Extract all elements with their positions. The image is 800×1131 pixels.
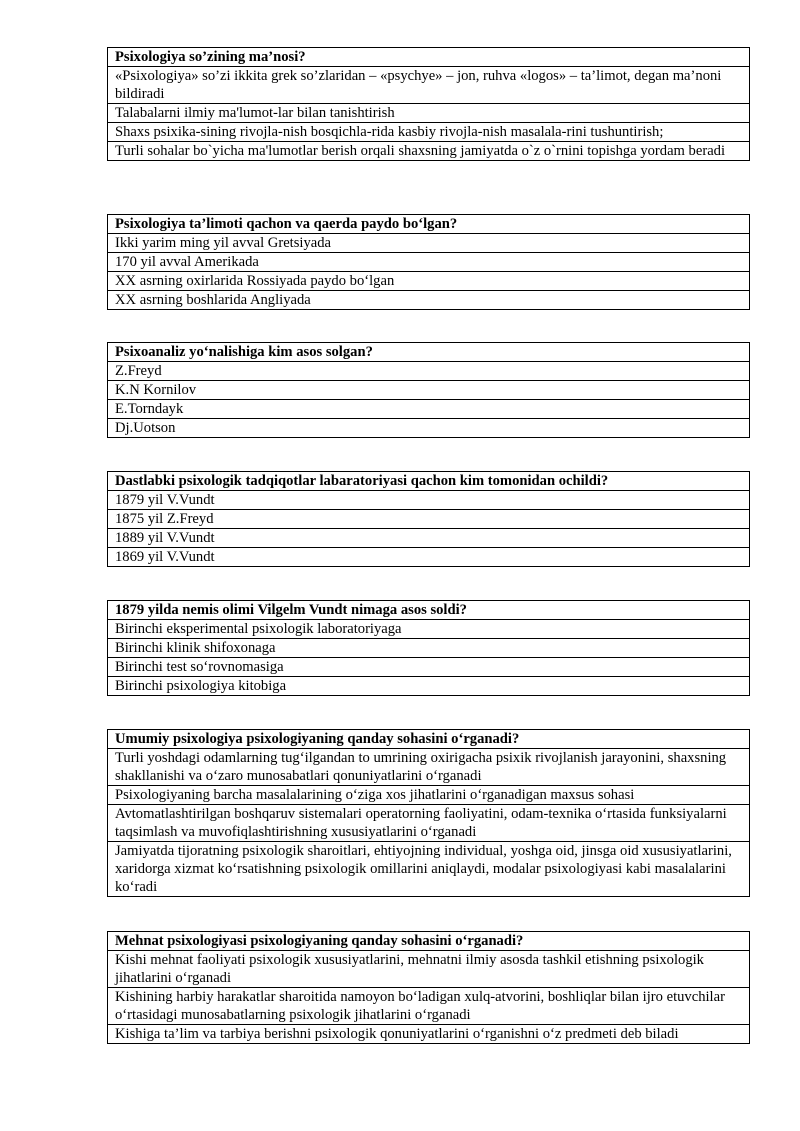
answer-row (108, 491, 750, 510)
question-row (108, 343, 750, 362)
answer-row (108, 1025, 750, 1044)
question-text: 1879 yilda nemis olimi Vilgelm Vundt nimaga asos soldi? (108, 601, 750, 620)
answer-text: 1879 yil V.Vundt (108, 491, 750, 510)
answer-text: Kishiga ta’lim va tarbiya berishni psixologik qonuniyatlarini o‘rganishni o‘z predmeti deb biladi (108, 1025, 750, 1044)
answer-row (108, 362, 750, 381)
answer-text: Birinchi test so‘rovnomasiga (108, 658, 750, 677)
answer-row (108, 677, 750, 696)
answer-row (108, 529, 750, 548)
answer-text: 170 yil avval Amerikada (108, 253, 750, 272)
question-row (108, 472, 750, 491)
answer-row (108, 234, 750, 253)
question-row (108, 601, 750, 620)
answer-row (108, 658, 750, 677)
answer-text: Turli sohalar bo`yicha ma'lumotlar berish orqali shaxsning jamiyatda o`z o`rnini topishga yordam beradi (108, 142, 750, 161)
question-table (107, 600, 750, 696)
question-table (107, 471, 750, 567)
answer-text: Dj.Uotson (108, 419, 750, 438)
question-text: Psixologiya so’zining ma’nosi? (108, 48, 750, 67)
answer-row (108, 620, 750, 639)
answer-text: Ikki yarim ming yil avval Gretsiyada (108, 234, 750, 253)
answer-text: Psixologiyaning barcha masalalarining o‘ziga xos jihatlarini o‘rganadigan maxsus sohasi (108, 786, 750, 805)
answer-row (108, 253, 750, 272)
question-table (107, 214, 750, 310)
answer-text: XX asrning boshlarida Angliyada (108, 291, 750, 310)
answer-text: Kishi mehnat faoliyati psixologik xususiyatlarini, mehnatni ilmiy asosda tashkil etishning psixologik jihatlarini o‘rganadi (108, 951, 750, 988)
answer-text: Z.Freyd (108, 362, 750, 381)
answer-text: E.Torndayk (108, 400, 750, 419)
answer-row (108, 805, 750, 842)
answer-text: 1869 yil V.Vundt (108, 548, 750, 567)
answer-row (108, 419, 750, 438)
answer-row (108, 123, 750, 142)
answer-row (108, 67, 750, 104)
answer-text: Birinchi psixologiya kitobiga (108, 677, 750, 696)
answer-row (108, 786, 750, 805)
answer-row (108, 142, 750, 161)
question-table (107, 931, 750, 1044)
answer-row (108, 104, 750, 123)
answer-text: Talabalarni ilmiy ma'lumot-lar bilan tanishtirish (108, 104, 750, 123)
answer-row (108, 400, 750, 419)
answer-text: «Psixologiya» so’zi ikkita grek so’zlaridan – «psychye» – jon, ruhva «logos» – ta’limot, degan ma’noni bildiradi (108, 67, 750, 104)
answer-text: 1889 yil V.Vundt (108, 529, 750, 548)
answer-text: 1875 yil Z.Freyd (108, 510, 750, 529)
question-text: Mehnat psixologiyasi psixologiyaning qanday sohasini o‘rganadi? (108, 932, 750, 951)
answer-text: Birinchi eksperimental psixologik laboratoriyaga (108, 620, 750, 639)
answer-row (108, 951, 750, 988)
answer-row (108, 510, 750, 529)
question-table (107, 342, 750, 438)
answer-row (108, 291, 750, 310)
answer-text: Kishining harbiy harakatlar sharoitida namoyon bo‘ladigan xulq-atvorini, boshliqlar bilan ijro etuvchilar o‘rtasidagi munosabatlarning psixologik jihatlarini o‘rganadi (108, 988, 750, 1025)
answer-text: K.N Kornilov (108, 381, 750, 400)
answer-text: Birinchi klinik shifoxonaga (108, 639, 750, 658)
question-table (107, 47, 750, 161)
answer-row (108, 548, 750, 567)
question-table (107, 729, 750, 897)
question-text: Psixologiya ta’limoti qachon va qaerda paydo bo‘lgan? (108, 215, 750, 234)
question-row (108, 730, 750, 749)
answer-row (108, 639, 750, 658)
question-row (108, 215, 750, 234)
answer-row (108, 381, 750, 400)
answer-row (108, 272, 750, 291)
answer-text: Avtomatlashtirilgan boshqaruv sistemalari operatorning faoliyatini, odam-texnika o‘rtasida funksiyalarni taqsimlash va muvofiqlashtirishning xususiyatlarini o‘rganadi (108, 805, 750, 842)
answer-text: Turli yoshdagi odamlarning tug‘ilgandan to umrining oxirigacha psixik rivojlanish jarayonini, shaxsning shakllanishi va o‘zaro munosabatlari qonuniyatlarini o‘rganadi (108, 749, 750, 786)
question-text: Umumiy psixologiya psixologiyaning qanday sohasini o‘rganadi? (108, 730, 750, 749)
answer-row (108, 988, 750, 1025)
question-row (108, 48, 750, 67)
answer-row (108, 749, 750, 786)
answer-row (108, 842, 750, 897)
question-row (108, 932, 750, 951)
answer-text: XX asrning oxirlarida Rossiyada paydo bo‘lgan (108, 272, 750, 291)
answer-text: Shaxs psixika-sining rivojla-nish bosqichla-rida kasbiy rivojla-nish masalala-rini tushuntirish; (108, 123, 750, 142)
question-text: Dastlabki psixologik tadqiqotlar labaratoriyasi qachon kim tomonidan ochildi? (108, 472, 750, 491)
question-text: Psixoanaliz yo‘nalishiga kim asos solgan? (108, 343, 750, 362)
answer-text: Jamiyatda tijoratning psixologik sharoitlari, ehtiyojning individual, yoshga oid, jinsga oid xususiyatlarini, xaridorga xizmat ko‘rsatishning psixologik omillarini aniqlaydi, modalar psixologiyasi kabi masalalarini ko‘radi (108, 842, 750, 897)
